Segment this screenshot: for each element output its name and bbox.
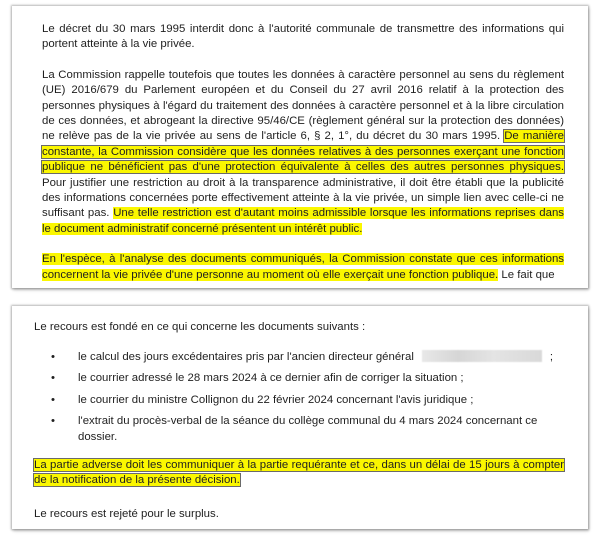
list-item xyxy=(34,350,564,366)
highlight-fonction-publique: De manière constante, la Commission considère que les données relatives à des personnes exerçant une fonction publique ne bénéficient pas d'une protection équivalente à celles des autres personnes physiques. xyxy=(42,130,564,174)
paragraph-decret: Le décret du 30 mars 1995 interdit donc à l'autorité communale de transmettre des informations qui portent atteinte à la vie privée. xyxy=(42,23,564,51)
document-list xyxy=(34,350,564,446)
list-item-text: le courrier adressé le 28 mars 2024 à ce dernier afin de corriger la situation ; xyxy=(78,372,464,385)
list-item-text: le courrier du ministre Collignon du 22 février 2024 concernant l'avis juridique ; xyxy=(78,393,474,406)
highlight-delai: La partie adverse doit les communiquer à la partie requérante et ce, dans un délai de 15 jours à compter de la notification de la présente décision. xyxy=(34,458,564,487)
paragraph-partie-adverse xyxy=(34,458,564,489)
bullet: • xyxy=(51,372,55,385)
paragraph-recours-fonde: Le recours est fondé en ce qui concerne les documents suivants : xyxy=(34,321,366,333)
commission-text: La Commission rappelle toutefois que toutes les données à caractère personnel au sens du règlement (UE) 2016/679 du Parlement européen et du Conseil du 27 avril 2016 relatif à la protection des personnes physiques à l'égard du traitement des données à caractère personnel et à la libre circulation de ces données, et abrogeant la directive 95/46/CE (règlement général sur la protection des données) ne relève pas de la vie privée au sens de l'article 6, § 2, 1°, du décret du 30 mars 1995. xyxy=(42,68,564,143)
list-item xyxy=(34,414,564,445)
redacted-name xyxy=(422,350,542,362)
justification-text: Pour justifier une restriction au droit à la transparence administrative, il doit être établi que la publicité des informations concernées porte effectivement atteinte à la vie privée, un simple lien avec celle-ci ne suffisant pas. xyxy=(42,176,564,220)
paragraph-rejete: Le recours est rejeté pour le surplus. xyxy=(34,507,219,520)
highlight-vie-privee: En l'espèce, à l'analyse des documents communiqués, la Commission constate que ces informations concernent la vie privée d'une personne au moment où elle exerçait une fonction publique. xyxy=(42,253,564,281)
list-item-text: le calcul des jours excédentaires pris par l'ancien directeur général xyxy=(78,350,414,363)
list-item-text: l'extrait du procès-verbal de la séance du collège communal du 4 mars 2024 concernant ce dossier. xyxy=(78,415,538,443)
list-item xyxy=(34,393,564,409)
paragraph-espece xyxy=(42,252,564,283)
highlight-interet-public: Une telle restriction est d'autant moins admissible lorsque les informations reprises dans le document administratif concerné présentent un intérêt public. xyxy=(42,207,564,235)
bullet: • xyxy=(51,350,55,363)
truncated-text: Le fait que xyxy=(501,268,555,281)
paragraph-commission xyxy=(42,68,564,237)
excerpt-card-bottom xyxy=(12,306,588,529)
list-item-suffix: ; xyxy=(549,350,554,363)
excerpt-card-top xyxy=(12,6,588,288)
bullet: • xyxy=(51,393,55,406)
list-item xyxy=(34,371,564,387)
bullet: • xyxy=(51,415,55,428)
